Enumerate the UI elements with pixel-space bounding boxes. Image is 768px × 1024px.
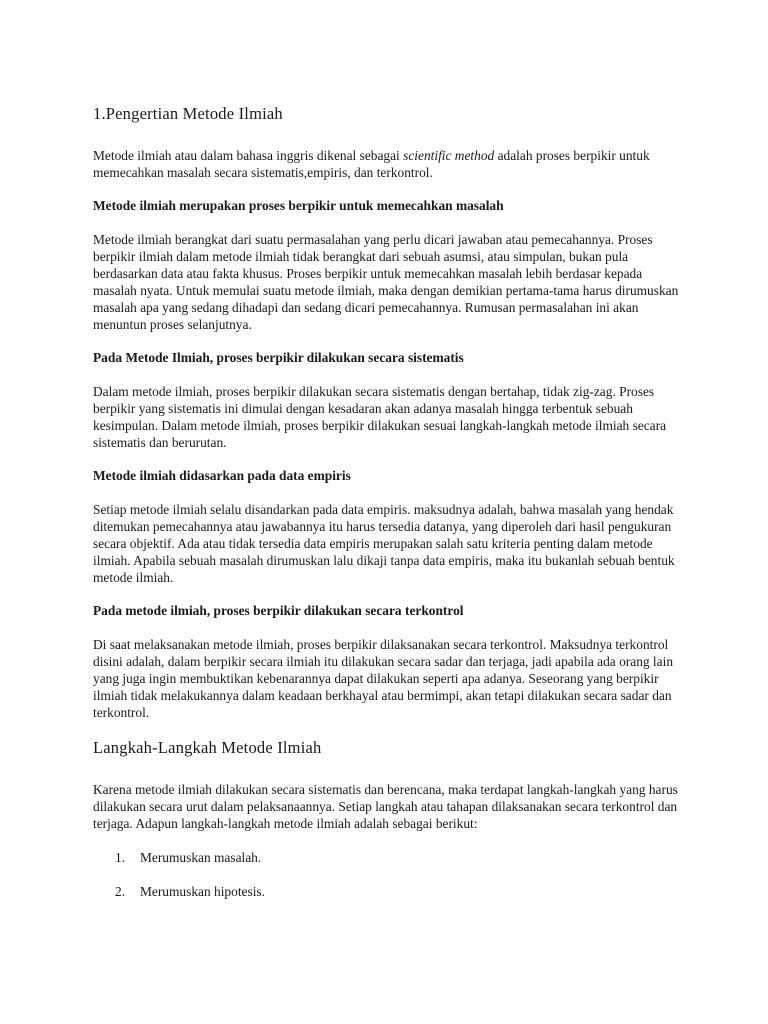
intro-text-after: adalah proses berpikir untuk memecahkan masalah secara sistematis,empiris, dan terkontrol.	[93, 148, 650, 180]
section-heading-2: Pada Metode Ilmiah, proses berpikir dilakukan secara sistematis	[93, 350, 464, 365]
list-item-number: 1.	[115, 850, 126, 865]
section-paragraph-1: Metode ilmiah berangkat dari suatu permasalahan yang perlu dicari jawaban atau pemecahannya. Proses berpikir ilmiah dalam metode ilmiah tidak berangkat dari sebuah asumsi, atau simpulan, bukan pula berdasarkan data atau fakta khusus. Proses berpikir untuk memecahkan masalah lebih berdasar kepada masalah nyata. Untuk memulai suatu metode ilmiah, maka dengan demikian pertama-tama harus dirumuskan masalah apa yang sedang dihadapi dan sedang dicari pemecahannya. Rumusan permasalahan ini akan menuntun proses selanjutnya.	[93, 232, 679, 332]
section-title-langkah: Langkah-Langkah Metode Ilmiah	[93, 738, 322, 757]
section-heading-3: Metode ilmiah didasarkan pada data empiris	[93, 468, 351, 483]
list-item-text: Merumuskan hipotesis.	[140, 884, 265, 899]
intro-paragraph	[93, 147, 683, 181]
steps-list	[93, 849, 683, 900]
section-paragraph-3: Setiap metode ilmiah selalu disandarkan pada data empiris. maksudnya adalah, bahwa masalah yang hendak ditemukan pemecahannya atau jawabannya itu harus tersedia datanya, yang diperoleh dari hasil pengukuran secara objektif. Ada atau tidak tersedia data empiris merupakan salah satu kriteria penting dalam metode ilmiah. Apabila sebuah masalah dirumuskan lalu dikaji tanpa data empiris, maka itu bukanlah sebuah bentuk metode ilmiah.	[93, 502, 675, 585]
section-heading-4: Pada metode ilmiah, proses berpikir dilakukan secara terkontrol	[93, 603, 464, 618]
list-item	[93, 849, 683, 866]
document-page	[93, 104, 683, 917]
section-heading-1: Metode ilmiah merupakan proses berpikir untuk memecahkan masalah	[93, 198, 504, 213]
list-item-text: Merumuskan masalah.	[140, 850, 262, 865]
intro-text-before: Metode ilmiah atau dalam bahasa inggris dikenal sebagai	[93, 148, 404, 163]
list-item-number: 2.	[115, 884, 126, 899]
steps-intro-paragraph: Karena metode ilmiah dilakukan secara sistematis dan berencana, maka terdapat langkah-langkah yang harus dilakukan secara urut dalam pelaksanaannya. Setiap langkah atau tahapan dilaksanakan secara terkontrol dan terjaga. Adapun langkah-langkah metode ilmiah adalah sebagai berikut:	[93, 782, 678, 831]
list-item	[93, 883, 683, 900]
page-title: 1.Pengertian Metode Ilmiah	[93, 104, 283, 123]
intro-italic-term: scientific method	[403, 148, 495, 163]
section-paragraph-2: Dalam metode ilmiah, proses berpikir dilakukan secara sistematis dengan bertahap, tidak zig-zag. Proses berpikir yang sistematis ini dimulai dengan kesadaran akan adanya masalah hingga terbentuk sebuah kesimpulan. Dalam metode ilmiah, proses berpikir dilakukan sesuai langkah-langkah metode ilmiah secara sistematis dan berurutan.	[93, 384, 667, 450]
section-paragraph-4: Di saat melaksanakan metode ilmiah, proses berpikir dilaksanakan secara terkontrol. Maksudnya terkontrol disini adalah, dalam berpikir secara ilmiah itu dilakukan secara sadar dan terjaga, jadi apabila ada orang lain yang juga ingin membuktikan kebenarannya dapat dilakukan seperti apa adanya. Seseorang yang berpikir ilmiah tidak melakukannya dalam keadaan berkhayal atau bermimpi, akan tetapi dilakukan secara sadar dan terkontrol.	[93, 637, 674, 720]
